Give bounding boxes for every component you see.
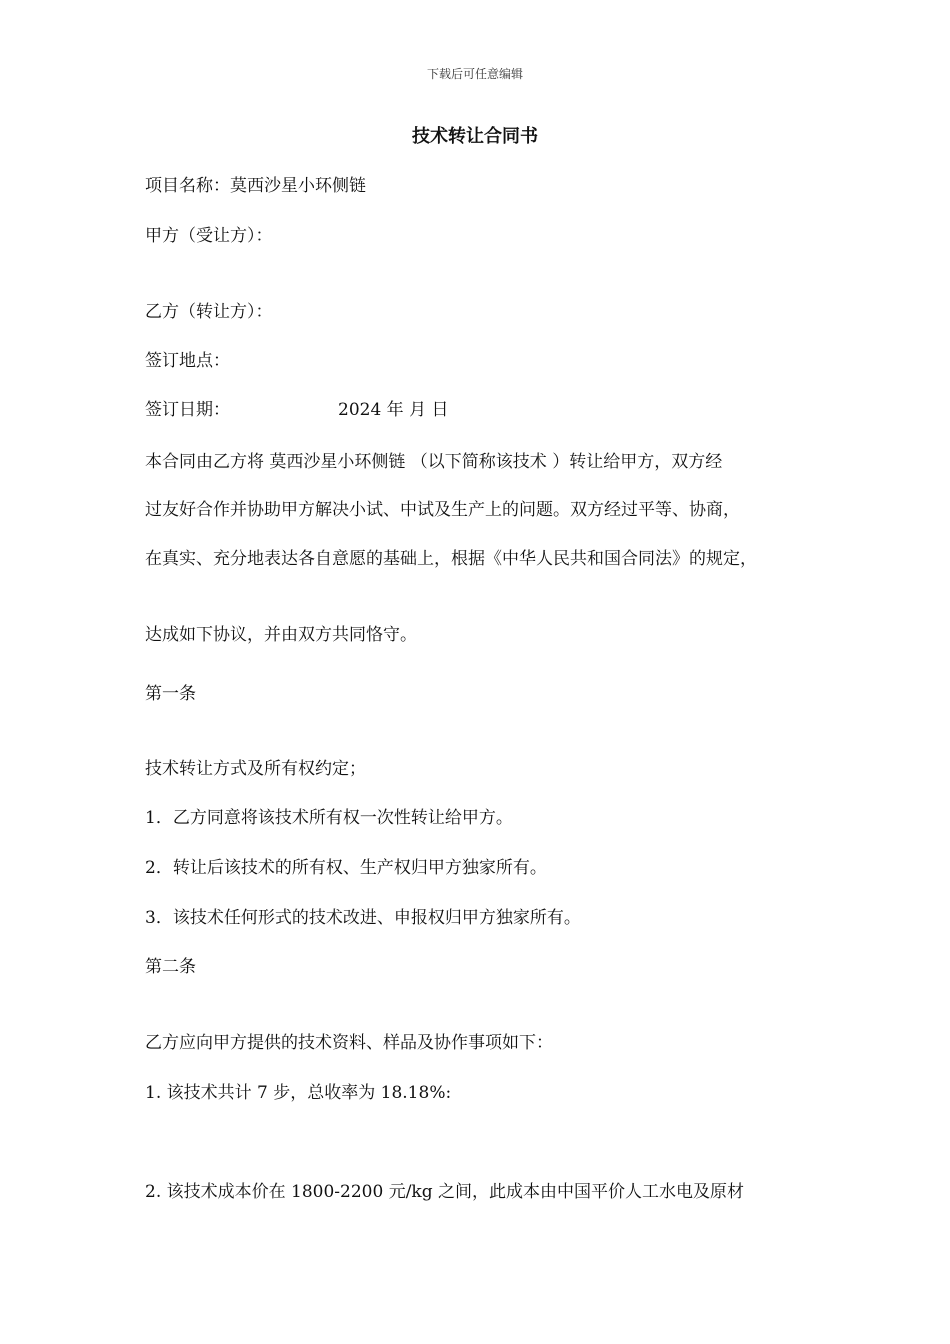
intro-paragraph-line-1: 本合同由乙方将 莫西沙星小环侧链 （以下简称该技术 ）转让给甲方，双方经 xyxy=(145,452,723,472)
party-b-line: 乙方（转让方）： xyxy=(145,302,273,322)
article-1-item-2: 2．转让后该技术的所有权、生产权归甲方独家所有。 xyxy=(145,858,547,878)
article-1-item-3: 3．该技术任何形式的技术改进、申报权归甲方独家所有。 xyxy=(145,908,581,928)
sign-date-line xyxy=(145,398,810,422)
intro-paragraph-line-3: 在真实、充分地表达各自意愿的基础上，根据《中华人民共和国合同法》的规定， xyxy=(145,549,757,569)
article-2-heading: 第二条 xyxy=(145,957,196,977)
sign-date-value: 2024 年 月 日 xyxy=(338,400,449,420)
article-2-item-2: 2. 该技术成本价在 1800-2200 元/kg 之间，此成本由中国平价人工水电及原材 xyxy=(145,1182,745,1202)
article-1-subheading: 技术转让方式及所有权约定； xyxy=(145,759,366,779)
sign-date-label: 签订日期： xyxy=(145,400,230,420)
party-a-line: 甲方（受让方）： xyxy=(145,226,273,246)
document-title: 技术转让合同书 xyxy=(412,126,538,147)
article-2-subheading: 乙方应向甲方提供的技术资料、样品及协作事项如下： xyxy=(145,1033,553,1053)
article-2-item-1: 1. 该技术共计 7 步，总收率为 18.18%: xyxy=(145,1083,452,1103)
sign-place-line: 签订地点： xyxy=(145,351,230,371)
project-name-line: 项目名称：莫西沙星小环侧链 xyxy=(145,176,366,196)
article-1-heading: 第一条 xyxy=(145,684,196,704)
intro-paragraph-line-2: 过友好合作并协助甲方解决小试、中试及生产上的问题。双方经过平等、协商， xyxy=(145,500,740,520)
article-1-item-1: 1．乙方同意将该技术所有权一次性转让给甲方。 xyxy=(145,808,513,828)
intro-paragraph-line-4: 达成如下协议，并由双方共同恪守。 xyxy=(145,625,417,645)
page-header-note: 下载后可任意编辑 xyxy=(426,67,523,81)
